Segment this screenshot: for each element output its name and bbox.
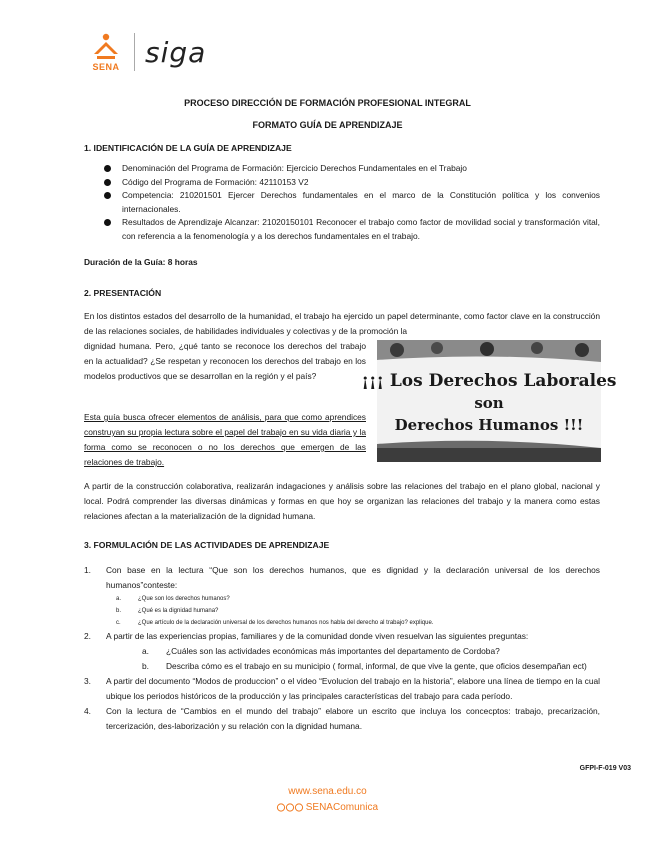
activity-2-questions — [106, 644, 600, 674]
list-item: Denominación del Programa de Formación: Ejercicio Derechos Fundamentales en el Trabajo — [84, 162, 600, 176]
banner-line-1: ¡¡¡ Los Derechos Laborales — [361, 371, 617, 391]
sena-logo — [86, 32, 126, 72]
form-code: GFPI-F-019 V03 — [579, 765, 631, 772]
list-item: a. ¿Cuáles son las actividades económicas más importantes del departamento de Cordoba? — [142, 646, 500, 656]
list-item: Competencia: 210201501 Ejercer Derechos fundamentales en el marco de la Constitución política y los convenios internacionales. — [84, 189, 600, 216]
guide-duration: Duración de la Guía: 8 horas — [84, 257, 198, 267]
activity-item: 2. A partir de las experiencias propias, familiares y de la comunidad donde viven resuelvan las siguientes preguntas: a. ¿Cuáles son las actividades económicas más importantes del departamento de Cordoba? b. Describa cómo es el trabajo en su municipio ( formal, informal, de que vive la gente, que oficios desempañan ect) — [84, 629, 600, 674]
activity-1-questions — [106, 593, 600, 629]
section2-heading: 2. PRESENTACIÓN — [84, 288, 162, 298]
identification-list — [84, 162, 600, 244]
activity-item: 1. Con base en la lectura “Que son los derechos humanos, que es dignidad y la declaración universal de los derechos humanos”conteste: a. ¿Que son los derechos humanos? b. ¿Qué es la dignidad humana? c. ¿Que artículo de la declaración universal de los derechos humanos nos habla del derecho al trabajo? explique. — [84, 563, 600, 629]
presentation-paragraph-1: En los distintos estados del desarrollo de la humanidad, el trabajo ha ejercido un papel determinante, como factor clave en la construcción de las relaciones sociales, de habilidades individuales y colectivas y de la promoción la — [84, 311, 600, 336]
banner-line-2: son — [474, 394, 504, 412]
activity-item: 3. A partir del documento “Modos de produccion” o el video “Evolucion del trabajo en la historia”, elabore una línea de tiempo en la cual ubique los periodos históricos de la producción y las principales características del trabajo para cada período. — [84, 676, 600, 701]
social-handle[interactable]: SENAComunica — [305, 802, 379, 813]
banner-line-3: Derechos Humanos !!! — [394, 416, 584, 434]
list-item: Resultados de Aprendizaje Alcanzar: 21020150101 Reconocer el trabajo como factor de movilidad social y transformación vital, con referencia a la fenomenología y a los derechos fundamentales en el trabajo. — [84, 216, 600, 243]
section3-heading: 3. FORMULACIÓN DE LAS ACTIVIDADES DE APRENDIZAJE — [84, 540, 330, 550]
list-item: c. ¿Que artículo de la declaración universal de los derechos humanos nos habla del derecho al trabajo? explique. — [116, 620, 434, 626]
list-item: a. ¿Que son los derechos humanos? — [116, 596, 230, 602]
list-item: b. Describa cómo es el trabajo en su municipio ( formal, informal, de que vive la gente, que oficios desempañan ect) — [142, 661, 587, 671]
presentation-paragraph-3: A partir de la construcción colaborativa, realizarán indagaciones y análisis sobre las relaciones del trabajo en el plano global, nacional y local. Podrá comprender las diversas dinámicas y formas en que hoy se organizan las relaciones del trabajo y la manera como estas relaciones afectan a la materialización de la dignidad humana. — [84, 481, 600, 521]
section1-heading: 1. IDENTIFICACIÓN DE LA GUÍA DE APRENDIZAJE — [84, 143, 292, 153]
activities-list — [84, 563, 600, 734]
bullet-icon — [104, 165, 111, 172]
sena-emblem-icon — [91, 32, 121, 62]
activity-item: 4. Con la lectura de “Cambios en el mundo del trabajo” elabore un escrito que incluya los concecptos: trabajo, precarización, tercerización, des-laborización y su relación con la dignidad humana. — [84, 706, 600, 731]
rights-banner-photo — [361, 340, 617, 462]
logo-divider — [134, 33, 135, 71]
bullet-icon — [104, 219, 111, 226]
bullet-icon — [104, 192, 111, 199]
process-title: PROCESO DIRECCIÓN DE FORMACIÓN PROFESIONAL INTEGRAL — [184, 98, 471, 108]
header-logos — [86, 30, 206, 74]
siga-logo: siga — [145, 35, 207, 69]
bullet-icon — [104, 179, 111, 186]
protest-banner-image — [361, 340, 617, 462]
sena-wordmark: SENA — [92, 62, 120, 72]
social-media-icons — [277, 803, 303, 812]
format-title: FORMATO GUÍA DE APRENDIZAJE — [252, 120, 403, 130]
list-item: b. ¿Qué es la dignidad humana? — [116, 608, 219, 614]
social-handle-row — [0, 802, 655, 813]
presentation-paragraph-2: Esta guía busca ofrecer elementos de análisis, para que como aprendices construyan su propia lectura sobre el papel del trabajo en su vida diaria y la forma como se reconocen o no los derechos que emergen de las relaciones de trabajo. — [84, 412, 366, 467]
presentation-paragraph-1-cont: dignidad humana. Pero, ¿qué tanto se reconoce los derechos del trabajo en la actualidad? ¿Se respetan y reconocen los derechos del trabajo en los modelos productivos que se desarrollan en la región y el país? — [84, 341, 366, 381]
list-item: Código del Programa de Formación: 42110153 V2 — [84, 176, 600, 190]
website-link[interactable]: www.sena.edu.co — [288, 786, 367, 797]
